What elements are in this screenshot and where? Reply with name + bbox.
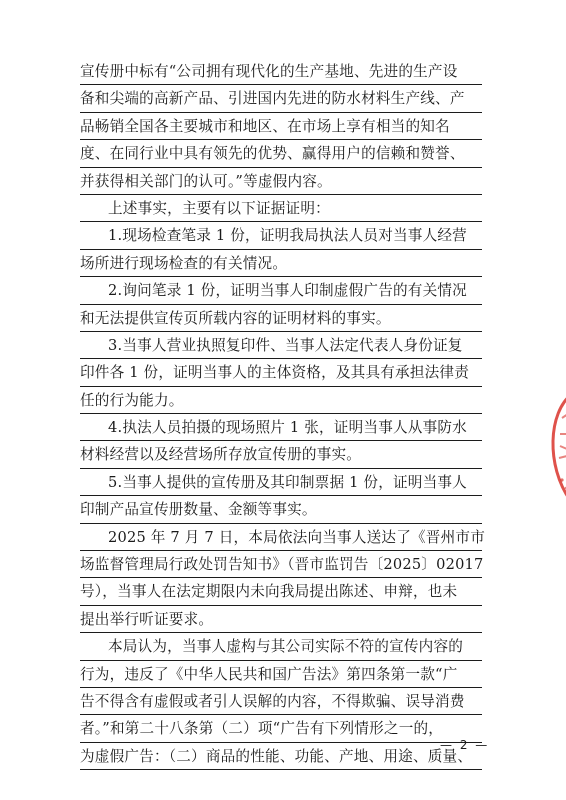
text-line: 材料经营以及经营场所存放宣传册的事实。 [80,441,482,468]
text-line: 任的行为能力。 [80,387,482,414]
text-line: 上述事实，主要有以下证据证明： [80,195,482,222]
text-line: 宣传册中标有“公司拥有现代化的生产基地、先进的生产设 [80,58,482,85]
text-line: 3.当事人营业执照复印件、当事人法定代表人身份证复 [80,332,482,359]
text-line: 场监督管理局行政处罚告知书》（晋市监罚告〔2025〕02017 [80,551,482,578]
text-line: 提出举行听证要求。 [80,606,482,633]
text-line: 品畅销全国各主要城市和地区、在市场上享有相当的知名 [80,113,482,140]
text-line: 者。”和第二十八条第（二）项“广告有下列情形之一的， [80,715,482,742]
text-line: 和无法提供宣传页所载内容的证明材料的事实。 [80,305,482,332]
text-line: 告不得含有虚假或者引人误解的内容，不得欺骗、误导消费 [80,688,482,715]
text-line: 本局认为，当事人虚构与其公司实际不符的宣传内容的 [80,633,482,660]
text-line: 4.执法人员拍摄的现场照片 1 张，证明当事人从事防水 [80,414,482,441]
text-line: 5.当事人提供的宣传册及其印制票据 1 份，证明当事人 [80,469,482,496]
text-line: 场所进行现场检查的有关情况。 [80,250,482,277]
page-number: — 2 — [440,738,490,752]
text-line: 度、在同行业中具有领先的优势、赢得用户的信赖和赞誉、 [80,140,482,167]
body-text [80,58,485,770]
text-line: 并获得相关部门的认可。”等虚假内容。 [80,168,482,195]
text-line: 行为，违反了《中华人民共和国广告法》第四条第一款“广 [80,661,482,688]
official-seal-icon [542,388,566,508]
text-line: 1.现场检查笔录 1 份，证明我局执法人员对当事人经营 [80,222,482,249]
text-line: 2.询问笔录 1 份，证明当事人印制虚假广告的有关情况 [80,277,482,304]
text-line: 号），当事人在法定期限内未向我局提出陈述、申辩，也未 [80,578,482,605]
text-line: 印件各 1 份，证明当事人的主体资格，及其具有承担法律责 [80,359,482,386]
text-line: 备和尖端的高新产品、引进国内先进的防水材料生产线、产 [80,85,482,112]
text-line: 印制产品宣传册数量、金额等事实。 [80,496,482,523]
text-line: 2025 年 7 月 7 日，本局依法向当事人送达了《晋州市市 [80,524,482,551]
text-line: 为虚假广告：（二）商品的性能、功能、产地、用途、质量、 [80,743,482,770]
